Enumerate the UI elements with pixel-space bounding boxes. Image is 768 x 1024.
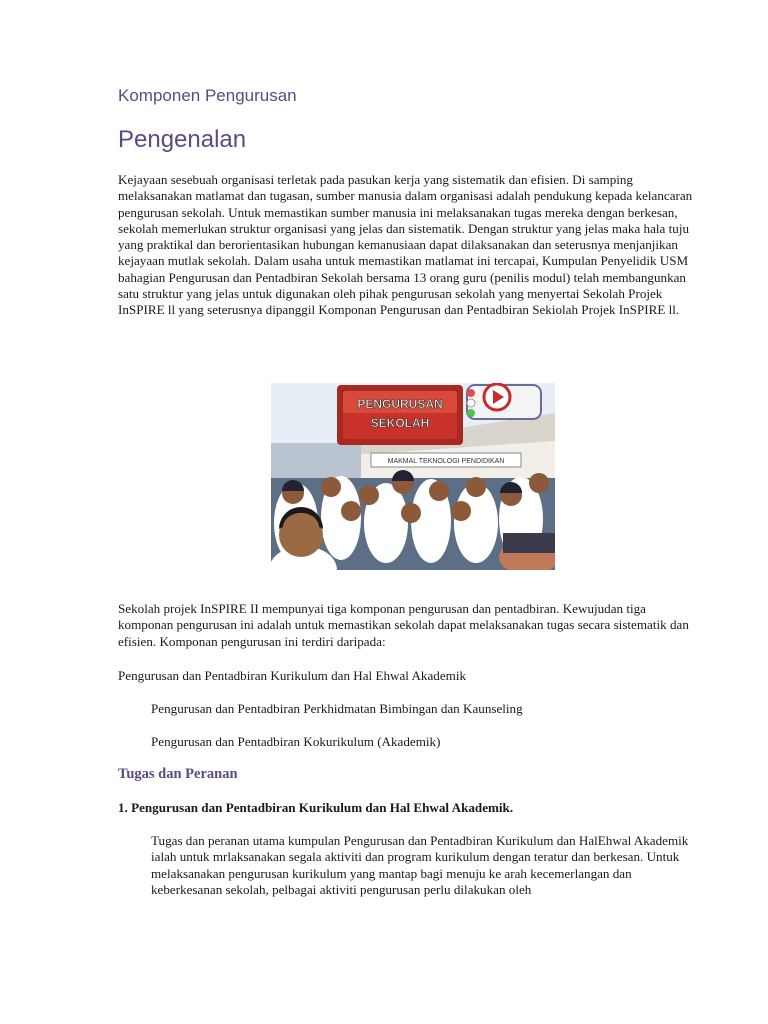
component-item-2: Pengurusan dan Pentadbiran Perkhidmatan Bimbingan dan Kaunseling — [151, 701, 523, 716]
numbered-heading-1: 1. Pengurusan dan Pentadbiran Kurikulum dan Hal Ehwal Akademik. — [118, 800, 514, 815]
sub-heading-tugas: Tugas dan Peranan — [118, 766, 238, 782]
document-title: Komponen Pengurusan — [118, 86, 297, 105]
banner-line-1: PENGURUSAN — [357, 397, 443, 411]
components-intro-paragraph: Sekolah projek InSPIRE II mempunyai tiga komponan pengurusan dan pentadbiran. Kewujudan tiga komponan pengurusan ini adalah untuk memastikan sekolah dapat melaksanakan tugas secara sistematik dan efisien. Komponan pengurusan ini terdiri daripada: — [118, 601, 689, 649]
tugas-paragraph: Tugas dan peranan utama kumpulan Pengurusan dan Pentadbiran Kurikulum dan HalEhwal Akademik ialah untuk mrlaksanakan segala aktiviti dan program kurikulum dengan teratur dan berkesan. Untuk melaksanakan pengurusan kurikulum yang mantap bagi menuju ke arah kecemerlangan dan keberkesanan sekolah, pelbagai aktiviti pengurusan perlu dilakukan oleh — [151, 833, 689, 897]
component-item-1: Pengurusan dan Pentadbiran Kurikulum dan Hal Ehwal Akademik — [118, 668, 467, 683]
school-management-photo — [271, 383, 555, 570]
banner-line-2: SEKOLAH — [370, 416, 430, 430]
component-item-3: Pengurusan dan Pentadbiran Kokurikulum (Akademik) — [151, 734, 441, 749]
building-sign: MAKMAL TEKNOLOGI PENDIDIKAN — [387, 458, 505, 465]
intro-paragraph: Kejayaan sesebuah organisasi terletak pada pasukan kerja yang sistematik dan efisien. Di samping melaksanakan matlamat dan tugasan, sumber manusia dalam organisasi adalah pendukung kepada kelancaran pengurusan sekolah. Untuk memastikan sumber manusia ini melaksanakan tugas mereka dengan berkesan, sekolah memerlukan struktur organisasi yang jelas dan sistematik. Dengan struktur yang jelas maka hala tuju yang praktikal dan berorientasikan hubungan kemanusiaan dapat dilaksanakan dan seterusnya menjanjikan kejayaan mutlak sekolah. Dalam usaha untuk memastikan matlamat ini tercapai, Kumpulan Penyelidik USM bahagian Pengurusan dan Pentadbiran Sekolah bersama 13 orang guru (penilis modul) telah membangunkan satu struktur yang jelas untuk digunakan oleh pihak pengurusan sekolah yang menyertai Sekolah Projek InSPIRE ll yang seterusnya dipanggil Komponan Pengurusan dan Pentadbiran Sekiolah Projek InSPIRE ll. — [118, 172, 693, 318]
section-heading-pengenalan: Pengenalan — [118, 126, 247, 153]
